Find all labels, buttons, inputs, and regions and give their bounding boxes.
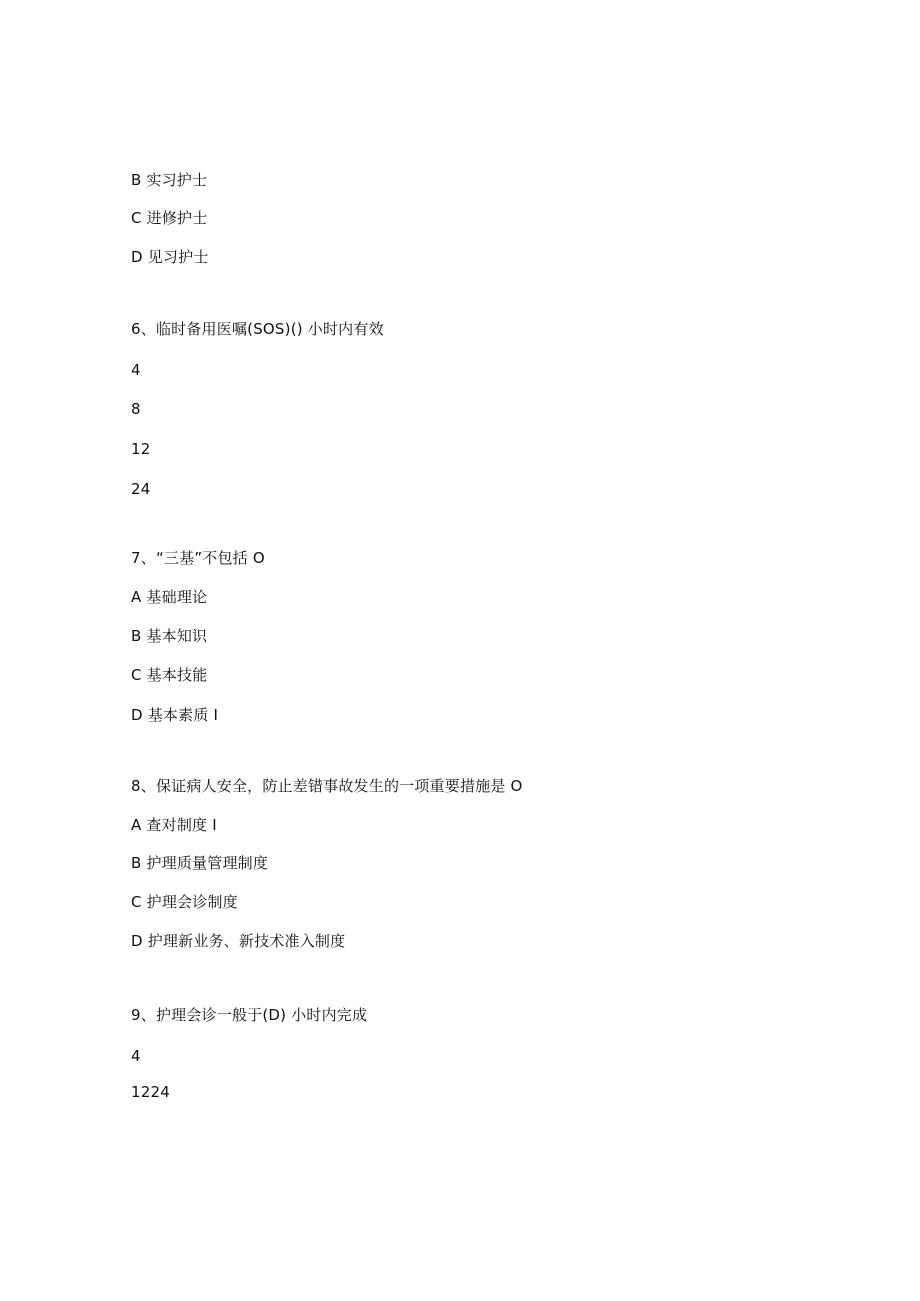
q6-stem: 6、临时备用医嘱(SOS)() 小时内有效 [131, 320, 384, 338]
q8-option-a: A 查对制度 I [131, 816, 217, 834]
q7-stem: 7、“三基”不包括 O [131, 549, 265, 567]
q8-option-d: D 护理新业务、新技术准入制度 [131, 932, 346, 950]
q7-option-b: B 基本知识 [131, 627, 208, 645]
q5-option-b: B 实习护士 [131, 171, 208, 189]
q6-option-3: 12 [131, 440, 151, 458]
q8-option-b: B 护理质量管理制度 [131, 854, 269, 872]
q7-option-a: A 基础理论 [131, 588, 208, 606]
q8-stem: 8、保证病人安全，防止差错事故发生的一项重要措施是 O [131, 777, 523, 795]
q7-option-d: D 基本素质 I [131, 706, 219, 724]
q8-option-c: C 护理会诊制度 [131, 893, 238, 911]
q6-option-1: 4 [131, 361, 141, 379]
q9-stem: 9、护理会诊一般于(D) 小时内完成 [131, 1006, 368, 1024]
q5-option-c: C 进修护士 [131, 209, 208, 227]
q6-option-2: 8 [131, 400, 141, 418]
q9-option-1: 4 [131, 1047, 141, 1065]
q7-option-c: C 基本技能 [131, 666, 208, 684]
q9-option-2: 1224 [131, 1083, 170, 1101]
q5-option-d: D 见习护士 [131, 248, 209, 266]
q6-option-4: 24 [131, 480, 151, 498]
